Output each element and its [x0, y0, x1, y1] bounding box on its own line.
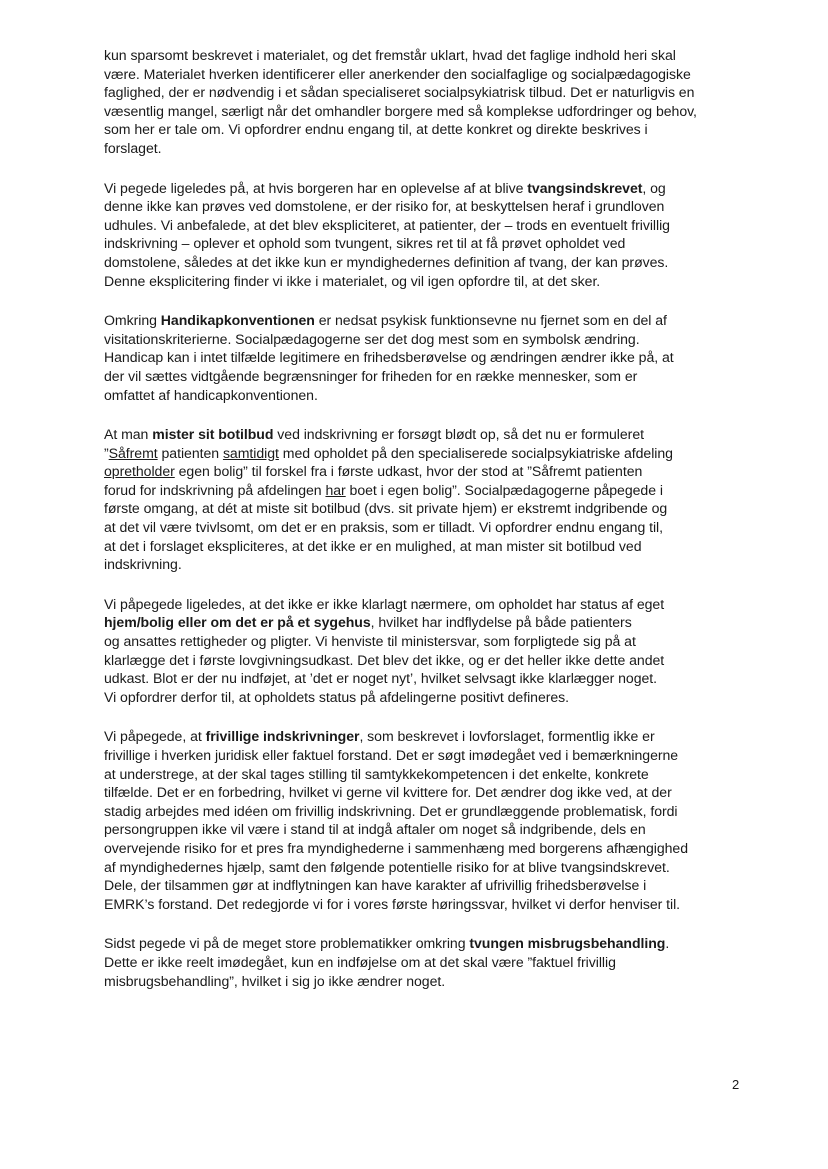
paragraph-1 — [104, 46, 744, 158]
text-line: omfattet af handicapkonventionen. — [104, 386, 318, 403]
text-line: Vi påpegede, at frivillige indskrivninger, som beskrevet i lovforslaget, formentlig ikke er — [104, 728, 655, 745]
text-line: af myndighedernes hjælp, samt den følgende potentielle risiko for at blive tvangsindskrevet. — [104, 858, 670, 875]
text-line: være. Materialet hverken identificerer eller anerkender den socialfaglige og socialpædagogiske — [104, 65, 691, 82]
text-line: første omgang, at dét at miste sit botilbud (dvs. sit private hjem) er ekstremt indgribende og — [104, 500, 668, 517]
underlined-saafremt: Såfremt — [108, 444, 158, 461]
text-line: misbrugsbehandling”, hvilket i sig jo ikke ændrer noget. — [104, 972, 446, 989]
underlined-samtidigt: samtidigt — [222, 444, 279, 461]
paragraph-6 — [104, 727, 744, 913]
document-body — [104, 46, 744, 1011]
text-line: Sidst pegede vi på de meget store problematikker omkring tvungen misbrugsbehandling. — [104, 935, 670, 952]
text-line: persongruppen ikke vil være i stand til at indgå aftaler om noget så indgribende, dels en — [104, 821, 646, 838]
text-line: At man mister sit botilbud ved indskrivning er forsøgt blødt op, så det nu er formuleret — [104, 426, 644, 443]
text-line: forud for indskrivning på afdelingen har boet i egen bolig”. Socialpædagogerne påpegede i — [104, 481, 663, 498]
text-line: overvejende risiko for et pres fra myndighederne i sammenhæng med borgerens afhængighed — [104, 839, 689, 856]
paragraph-2 — [104, 179, 744, 291]
underlined-opretholder: opretholder — [104, 463, 175, 480]
emphasis-mister-sit-botilbud: mister sit botilbud — [152, 426, 274, 443]
paragraph-3 — [104, 311, 744, 404]
text-line: EMRK’s forstand. Det redegjorde vi for i vores første høringssvar, hvilket vi derfor henviser til. — [104, 895, 681, 912]
text-line: Dette er ikke reelt imødegået, kun en indføjelse om at det skal være ”faktuel frivillig — [104, 953, 616, 970]
page-number: 2 — [732, 1077, 740, 1092]
text-line: udhules. Vi anbefalede, at det blev ekspliciteret, at patienter, der – trods en eventuelt frivillig — [104, 216, 670, 233]
text-line: klarlægge det i første lovgivningsudkast. Det blev det ikke, og er det heller ikke dette andet — [104, 651, 665, 668]
underlined-har: har — [325, 481, 346, 498]
text-line: Handicap kan i intet tilfælde legitimere en frihedsberøvelse og ændringen ændrer ikke på, at — [104, 349, 674, 366]
text-line: der vil sættes vidtgående begrænsninger for friheden for en række mennesker, som er — [104, 367, 638, 384]
text-line: domstolene, således at det ikke kun er myndighedernes definition af tvang, der kan prøves. — [104, 253, 669, 270]
text-line: Vi opfordrer derfor til, at opholdets status på afdelingerne positivt defineres. — [104, 688, 570, 705]
paragraph-5 — [104, 595, 744, 707]
text-line: opretholder egen bolig” til forskel fra i første udkast, hvor der stod at ”Såfremt patienten — [104, 463, 643, 480]
text-line: frivillige i hverken juridisk eller faktuel forstand. Det er søgt imødegået ved i bemærkningerne — [104, 747, 679, 763]
emphasis-handikapkonventionen: Handikapkonventionen — [160, 312, 315, 329]
text-line: at det vil være tvivlsomt, om det er en praksis, som er tilladt. Vi opfordrer endnu engang til, — [104, 519, 664, 536]
text-line: ”Såfremt patienten samtidigt med opholdet på den specialiserede socialpsykiatriske afdeling — [104, 444, 673, 461]
emphasis-tvungen-misbrugsbehandling: tvungen misbrugsbehandling — [469, 935, 666, 952]
text-line: denne ikke kan prøves ved domstolene, er der risiko for, at beskyttelsen heraf i grundloven — [104, 198, 665, 215]
text-line: væsentlig mangel, særligt når det omhandler borgere med så komplekse udfordringer og behov, — [104, 102, 697, 119]
text-line: faglighed, der er nødvendig i et sådan specialiseret socialpsykiatrisk tilbud. Det er naturligvis en — [104, 84, 695, 101]
emphasis-hjem-bolig: hjem/bolig eller om det er på et sygehus — [104, 614, 371, 631]
paragraph-4 — [104, 425, 744, 574]
emphasis-frivillige-indskrivninger: frivillige indskrivninger — [205, 728, 360, 745]
emphasis-tvangsindskrevet: tvangsindskrevet — [527, 179, 643, 196]
text-line: Vi påpegede ligeledes, at det ikke er ikke klarlagt nærmere, om opholdet har status af eget — [104, 595, 665, 612]
text-line: indskrivning. — [104, 556, 182, 573]
text-line: som her er tale om. Vi opfordrer endnu engang til, at dette konkret og direkte beskrives i — [104, 121, 648, 138]
text-line: Denne eksplicitering finder vi ikke i materialet, og vil igen opfordre til, at det sker. — [104, 272, 601, 289]
text-line: Omkring Handikapkonventionen er nedsat psykisk funktionsevne nu fjernet som en del af — [104, 312, 667, 329]
text-line: og ansattes rettigheder og pligter. Vi henviste til ministersvar, som forpligtede sig på at — [104, 633, 636, 650]
text-line: indskrivning – oplever et ophold som tvungent, sikres ret til at få prøvet opholdet ved — [104, 235, 626, 252]
text-line: hjem/bolig eller om det er på et sygehus, hvilket har indflydelse på både patienters — [104, 614, 632, 631]
text-line: forslaget. — [104, 139, 162, 156]
text-line: at understrege, at der skal tages stilling til samtykkekompetencen i det enkelte, konkrete — [104, 765, 649, 782]
text-line: visitationskriterierne. Socialpædagogerne ser det dog mest som en symbolsk ændring. — [104, 330, 640, 347]
text-line: udkast. Blot er der nu indføjet, at ’det er noget nyt’, hvilket selvsagt ikke klarlægger noget. — [104, 670, 658, 687]
text-line: Dele, der tilsammen gør at indflytningen kan have karakter af ufrivillig frihedsberøvelse i — [104, 877, 647, 894]
text-line: tilfælde. Det er en forbedring, hvilket vi gerne vil kvittere for. Det ændrer dog ikke ved, at der — [104, 784, 672, 801]
text-line: stadig arbejdes med idéen om frivillig indskrivning. Det er grundlæggende problematisk, fordi — [104, 802, 678, 819]
text-line: kun sparsomt beskrevet i materialet, og det fremstår uklart, hvad det faglige indhold heri skal — [104, 47, 676, 63]
text-line: Vi pegede ligeledes på, at hvis borgeren har en oplevelse af at blive tvangsindskrevet, og — [104, 179, 666, 196]
text-line: at det i forslaget ekspliciteres, at det ikke er en mulighed, at man mister sit botilbud ved — [104, 537, 642, 554]
paragraph-7 — [104, 934, 744, 990]
